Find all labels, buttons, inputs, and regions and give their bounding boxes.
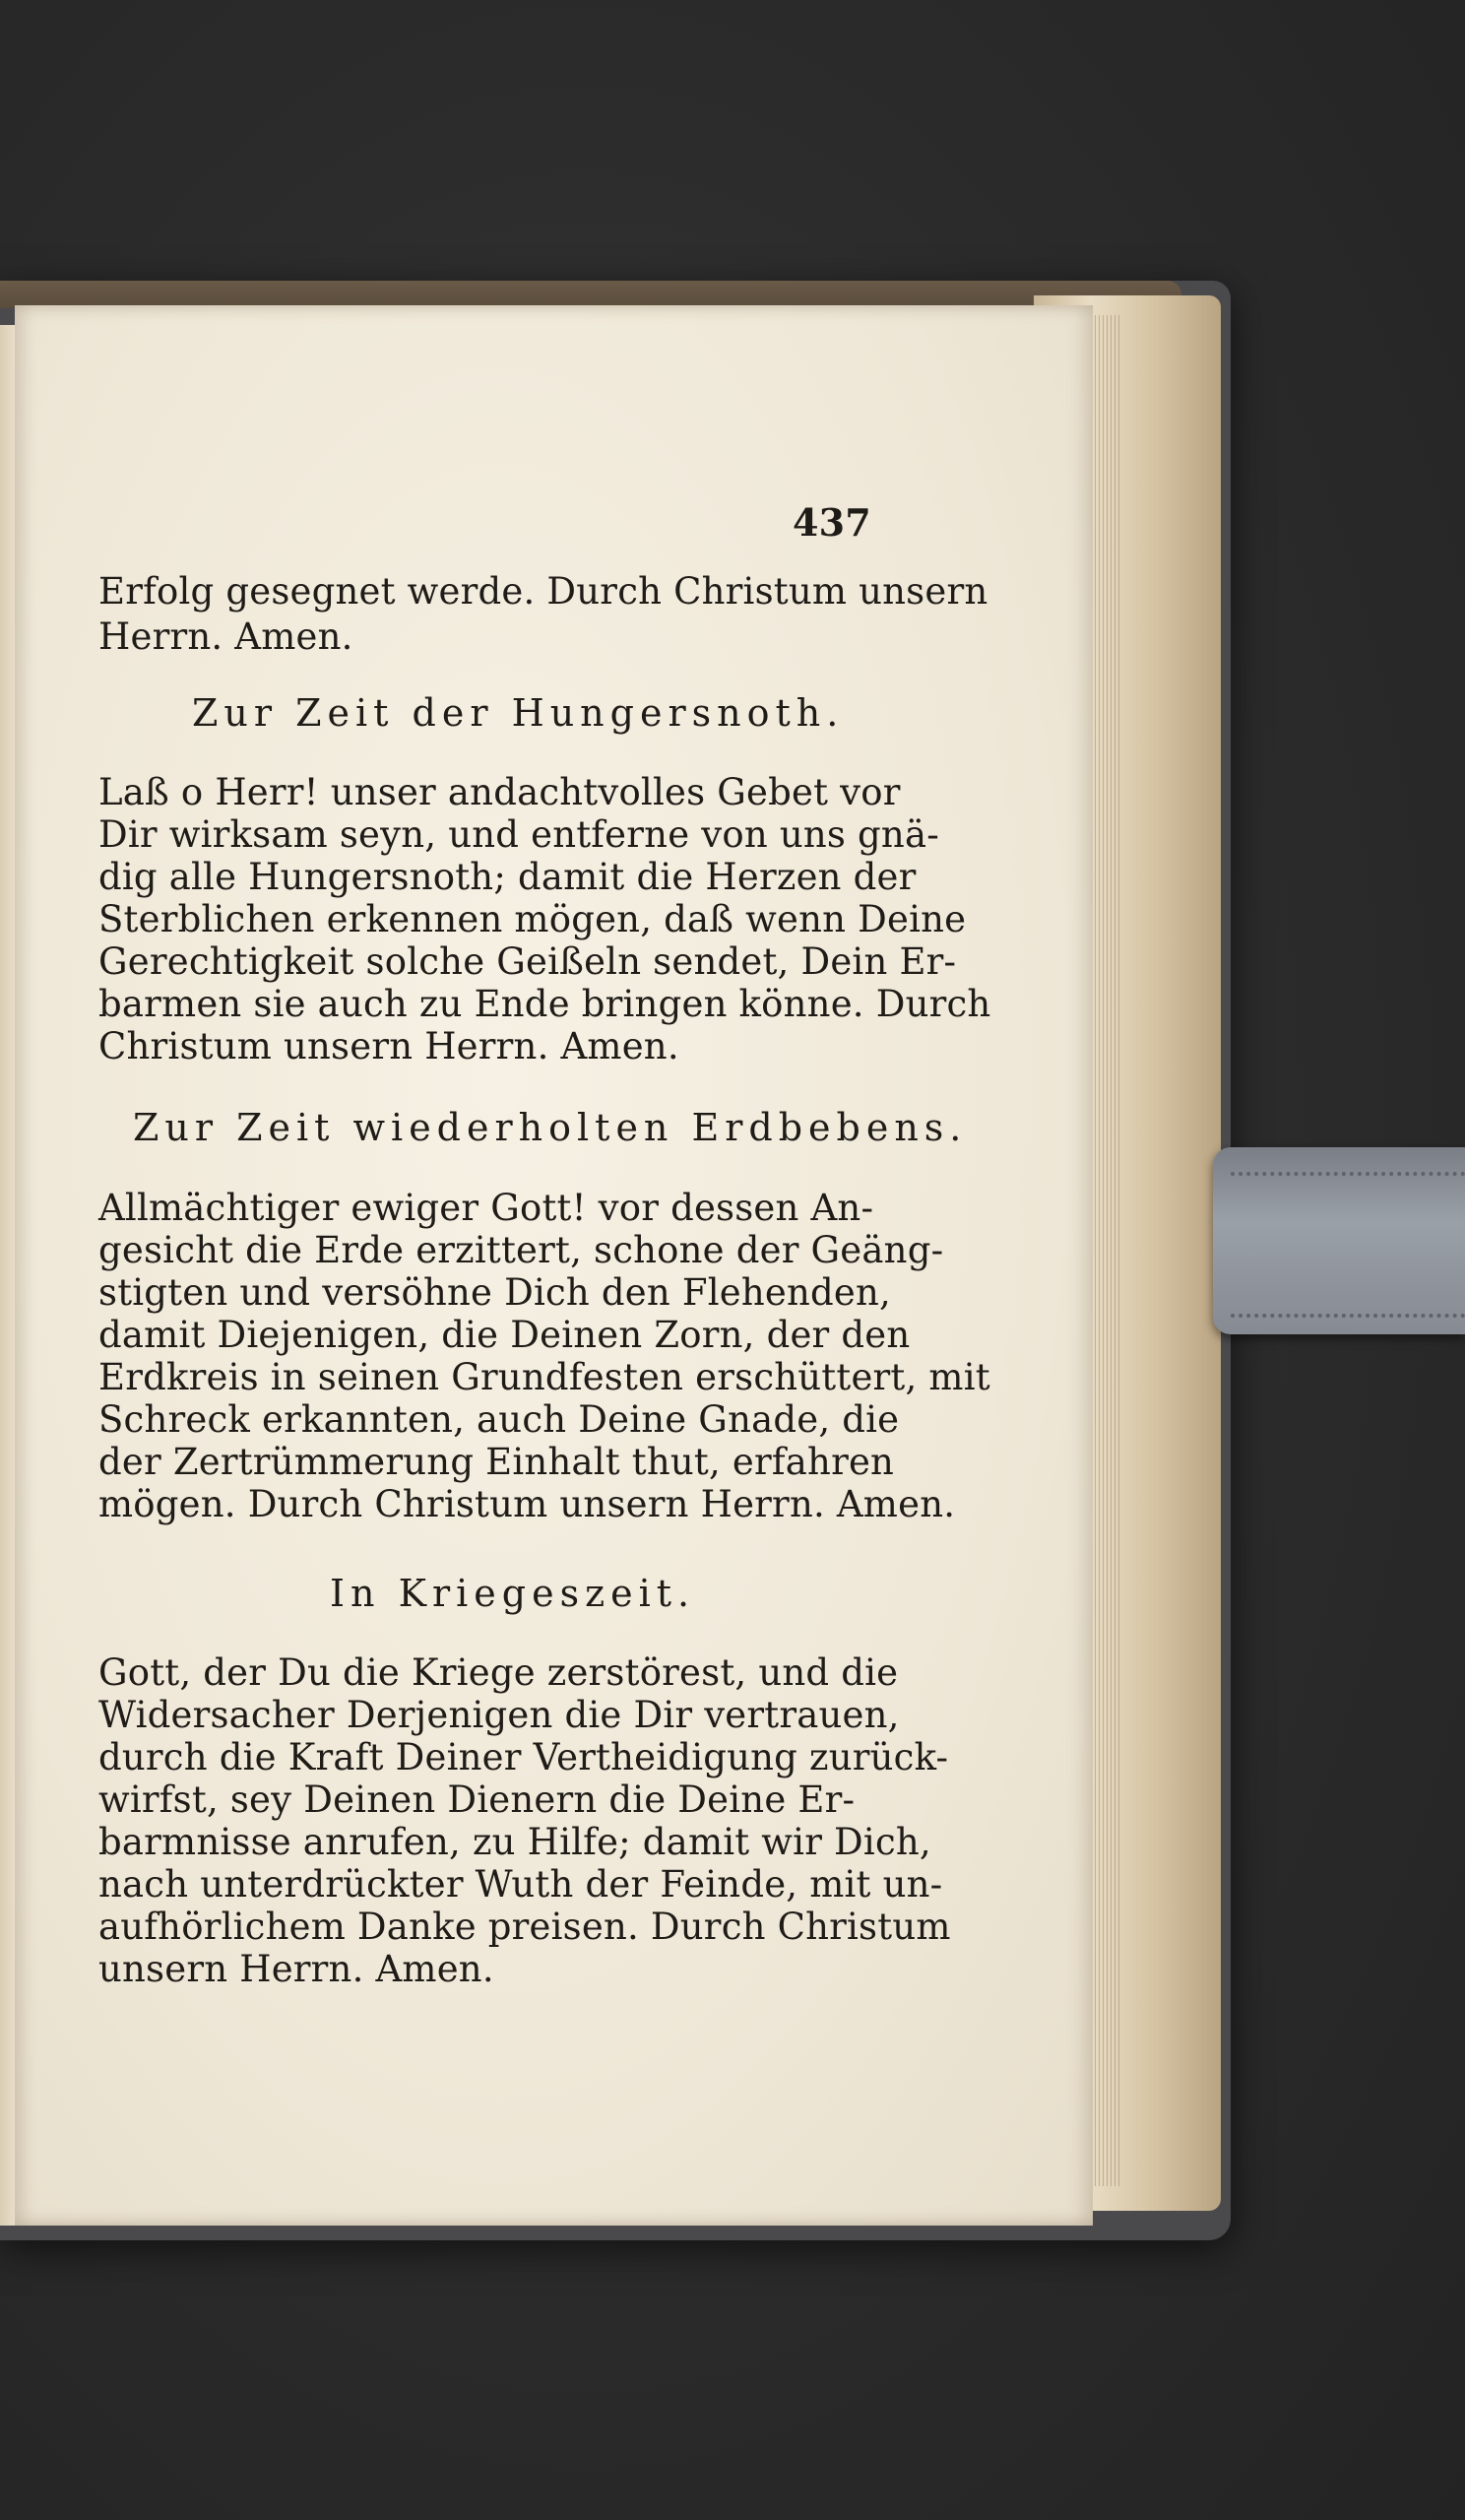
book-clasp-pattern bbox=[1231, 1172, 1465, 1318]
text-line: durch die Kraft Deiner Vertheidigung zurück- bbox=[98, 1736, 949, 1778]
text-line: unsern Herrn. Amen. bbox=[98, 1948, 494, 1990]
text-line: der Zertrümmerung Einhalt thut, erfahren bbox=[98, 1441, 895, 1483]
text-line: Allmächtiger ewiger Gott! vor dessen An- bbox=[98, 1187, 874, 1229]
text-line: stigten und versöhne Dich den Flehenden, bbox=[98, 1271, 892, 1314]
section-heading: Zur Zeit wiederholten Erdbebens. bbox=[133, 1106, 968, 1149]
text-line: Sterblichen erkennen mögen, daß wenn Deine bbox=[98, 898, 967, 940]
book-cover-top-edge bbox=[0, 281, 1181, 308]
text-line: Herrn. Amen. bbox=[98, 615, 353, 658]
text-line: Dir wirksam seyn, und entferne von uns gnä- bbox=[98, 813, 939, 856]
text-line: Erfolg gesegnet werde. Durch Christum unsern bbox=[98, 570, 988, 613]
section-heading: In Kriegeszeit. bbox=[330, 1572, 696, 1615]
text-line: dig alle Hungersnoth; damit die Herzen der bbox=[98, 856, 917, 898]
text-line: aufhörlichem Danke preisen. Durch Christum bbox=[98, 1906, 951, 1948]
text-line: barmnisse anrufen, zu Hilfe; damit wir Dich, bbox=[98, 1821, 931, 1863]
text-line: gesicht die Erde erzittert, schone der Geäng- bbox=[98, 1229, 944, 1271]
text-line: Gerechtigkeit solche Geißeln sendet, Dein Er- bbox=[98, 940, 957, 983]
text-line: mögen. Durch Christum unsern Herrn. Amen. bbox=[98, 1483, 956, 1525]
text-line: Laß o Herr! unser andachtvolles Gebet vor bbox=[98, 771, 901, 813]
text-line: Erdkreis in seinen Grundfesten erschüttert, mit bbox=[98, 1356, 990, 1398]
text-line: damit Diejenigen, die Deinen Zorn, der den bbox=[98, 1314, 911, 1356]
text-line: Gott, der Du die Kriege zerstörest, und die bbox=[98, 1651, 899, 1694]
text-line: nach unterdrückter Wuth der Feinde, mit un- bbox=[98, 1863, 943, 1906]
text-line: wirfst, sey Deinen Dienern die Deine Er- bbox=[98, 1778, 856, 1821]
text-line: Christum unsern Herrn. Amen. bbox=[98, 1025, 679, 1067]
text-line: Schreck erkannten, auch Deine Gnade, die bbox=[98, 1398, 900, 1441]
text-line: Widersacher Derjenigen die Dir vertrauen, bbox=[98, 1694, 900, 1736]
page-number: 437 bbox=[793, 500, 871, 545]
section-heading: Zur Zeit der Hungersnoth. bbox=[192, 691, 845, 735]
text-line: barmen sie auch zu Ende bringen könne. Durch bbox=[98, 983, 991, 1025]
